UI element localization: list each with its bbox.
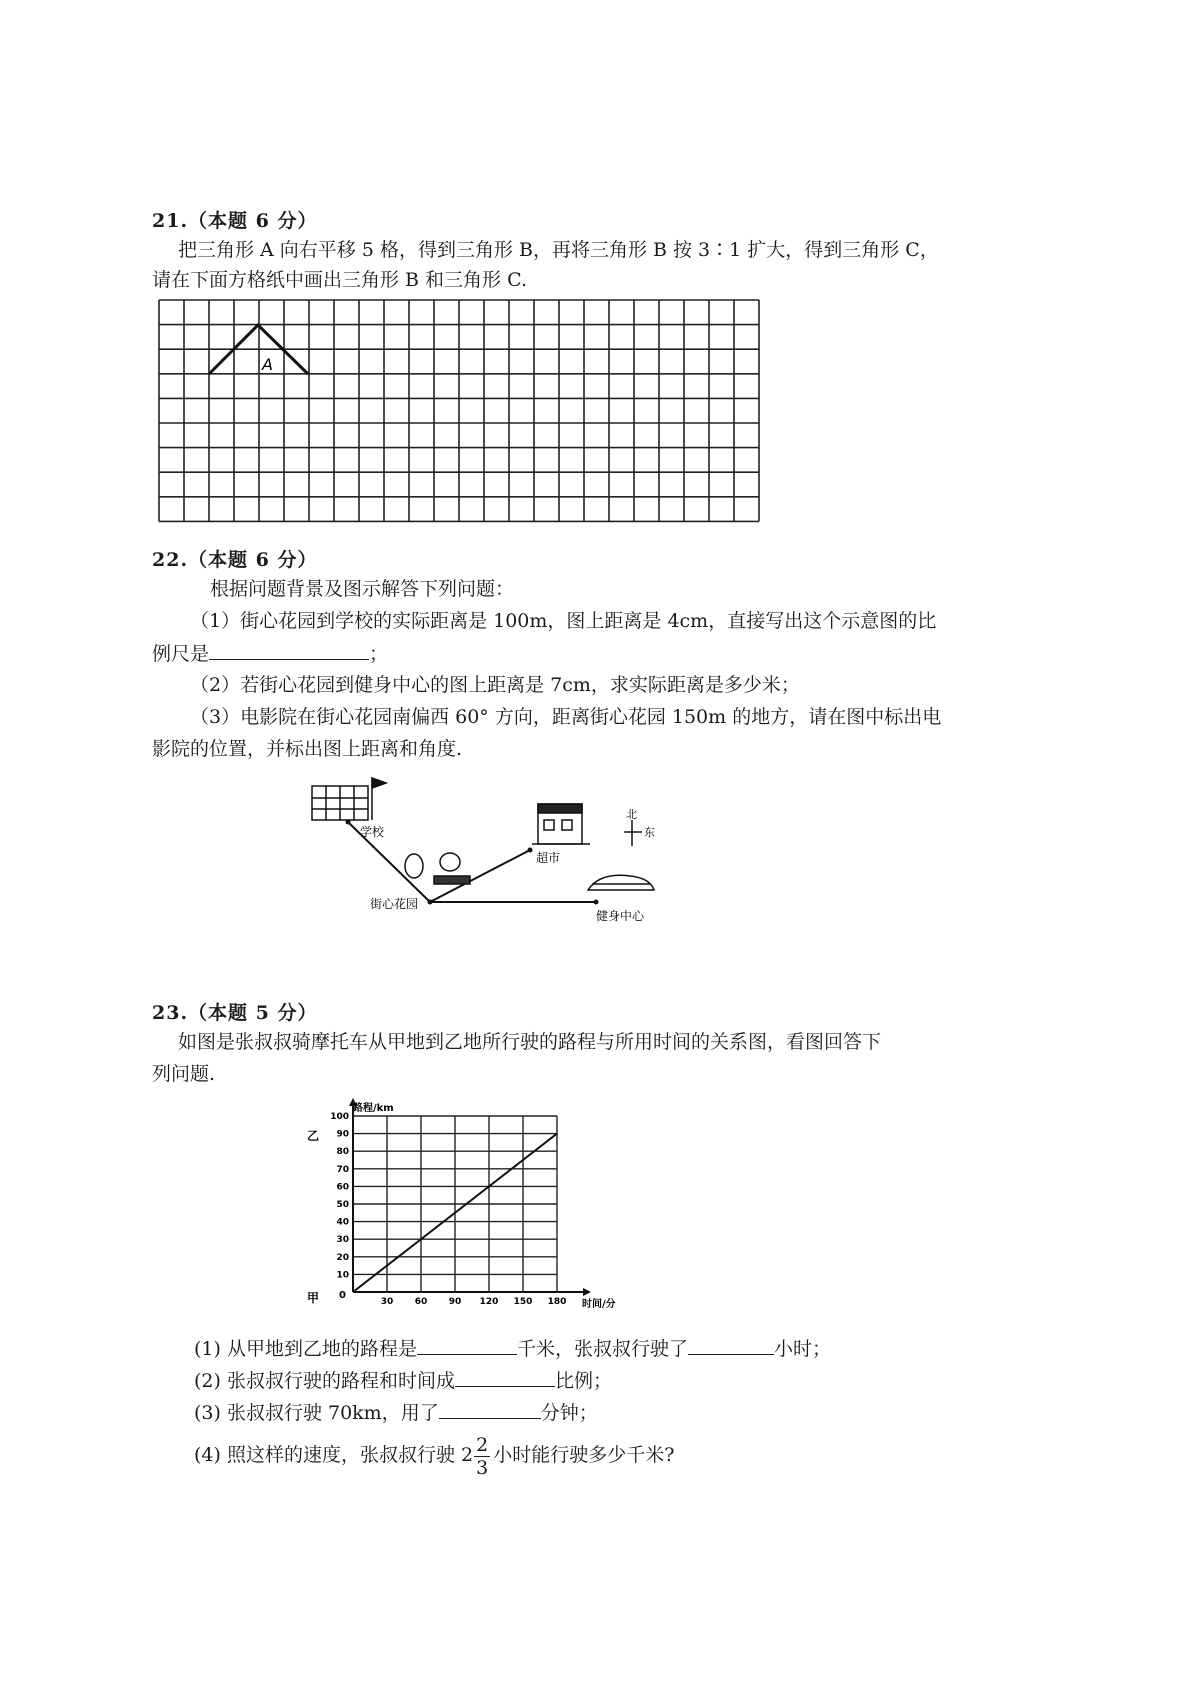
q23-line-2: 列问题. (152, 1063, 216, 1085)
q23-sub-1-a: (1) 从甲地到乙地的路程是 (194, 1338, 417, 1360)
compass-icon (624, 820, 642, 846)
q23-heading: 23.（本题 5 分） (152, 1002, 318, 1024)
garden-label: 街心花园 (370, 897, 419, 911)
compass-north-label: 北 (626, 808, 637, 821)
compass-east-label: 东 (644, 826, 655, 839)
fraction-denominator: 3 (476, 1456, 489, 1479)
q23-sub-4-a: (4) 照这样的速度，张叔叔行驶 2 (194, 1444, 474, 1466)
q23-sub-4 (194, 1432, 674, 1479)
chart-y-axis-label: 路程/km (353, 1103, 394, 1114)
q22-heading: 22.（本题 6 分） (152, 549, 318, 571)
q22-part-3b: 影院的位置，并标出图上距离和角度. (152, 738, 463, 760)
chart-x-tick-label: 60 (414, 1297, 428, 1307)
gym-building-icon (588, 875, 654, 890)
gym-label: 健身中心 (596, 909, 645, 923)
school-building-icon (312, 778, 386, 820)
q22-part-1b (152, 641, 388, 666)
q21-grid-paper[interactable] (158, 298, 762, 528)
chart-x-tick-label: 150 (513, 1297, 533, 1307)
q23-sub-2-b: 比例； (554, 1370, 612, 1392)
q22-map-diagram[interactable] (300, 772, 680, 932)
q23-sub-1-c: 小时； (773, 1338, 831, 1360)
chart-y-tick-label: 40 (336, 1217, 349, 1228)
chart-y-tick-label: 30 (336, 1235, 349, 1246)
chart-y-tick-label: 80 (336, 1147, 349, 1158)
chart-y-tick-label: 90 (336, 1129, 349, 1140)
chart-y-tick-label: 60 (336, 1182, 349, 1193)
supermarket-label: 超市 (536, 851, 561, 865)
q23-sub-2-a: (2) 张叔叔行驶的路程和时间成 (194, 1370, 455, 1392)
q22-intro: 根据问题背景及图示解答下列问题： (210, 578, 515, 600)
chart-origin-label: 0 (339, 1290, 346, 1301)
q21-heading: 21.（本题 6 分） (152, 210, 318, 232)
chart-x-tick-label: 30 (380, 1297, 394, 1307)
q21-line-1: 把三角形 A 向右平移 5 格，得到三角形 B，再将三角形 B 按 3∶1 扩大，得到三角形 C， (178, 239, 939, 261)
q23-sub-3-b: 分钟； (540, 1402, 598, 1424)
q23-answer-blank-hours[interactable] (688, 1336, 774, 1355)
q23-line-1: 如图是张叔叔骑摩托车从甲地到乙地所行驶的路程与所用时间的关系图，看图回答下 (178, 1031, 882, 1053)
q23-sub-3-a: (3) 张叔叔行驶 70km，用了 (194, 1402, 439, 1424)
q23-answer-blank-distance[interactable] (417, 1336, 517, 1355)
chart-y-tick-label: 10 (336, 1270, 349, 1281)
q23-answer-blank-minutes[interactable] (439, 1400, 541, 1419)
chart-y-tick-label: 70 (336, 1164, 349, 1175)
chart-y-tick-label: 20 (336, 1252, 349, 1263)
garden-trees-icon (405, 853, 470, 884)
chart-end-label: 乙 (307, 1129, 320, 1143)
q23-sub-1 (194, 1336, 831, 1361)
chart-x-axis-arrow (583, 1288, 591, 1296)
chart-y-tick-label: 50 (336, 1200, 349, 1210)
q22-part-2: （2）若街心花园到健身中心的图上距离是 7cm，求实际距离是多少米； (190, 674, 800, 696)
mixed-number-fraction (474, 1434, 490, 1479)
school-label: 学校 (360, 825, 385, 839)
q23-sub-1-b: 千米，张叔叔行驶了 (516, 1338, 688, 1360)
q22-part-3a: （3）电影院在街心花园南偏西 60° 方向，距离街心花园 150m 的地方，请在图中标出电 (190, 706, 942, 728)
q23-sub-3 (194, 1400, 598, 1425)
chart-x-tick-label: 90 (448, 1297, 462, 1307)
chart-x-tick-label: 120 (479, 1297, 499, 1307)
chart-x-axis-label: 时间/分 (582, 1299, 616, 1310)
chart-x-tick-label: 180 (547, 1297, 567, 1307)
fraction-numerator: 2 (476, 1433, 489, 1456)
chart-start-label: 甲 (307, 1291, 320, 1305)
q23-distance-time-chart (295, 1098, 635, 1310)
q22-answer-blank-scale[interactable] (209, 641, 369, 660)
chart-y-tick-label: 100 (330, 1112, 349, 1122)
q22-part-1b-post: ； (369, 643, 389, 665)
q22-part-1a: （1）街心花园到学校的实际距离是 100m，图上距离是 4cm，直接写出这个示意图的比 (190, 610, 937, 632)
q23-answer-blank-proportion[interactable] (455, 1368, 555, 1387)
supermarket-building-icon (532, 804, 590, 844)
q22-part-1b-pre: 例尺是 (152, 643, 210, 665)
q23-sub-4-b: 小时能行驶多少千米? (493, 1444, 675, 1466)
q23-sub-2 (194, 1368, 612, 1393)
triangle-a-label: A (262, 355, 273, 374)
q21-line-2: 请在下面方格纸中画出三角形 B 和三角形 C. (152, 269, 527, 291)
